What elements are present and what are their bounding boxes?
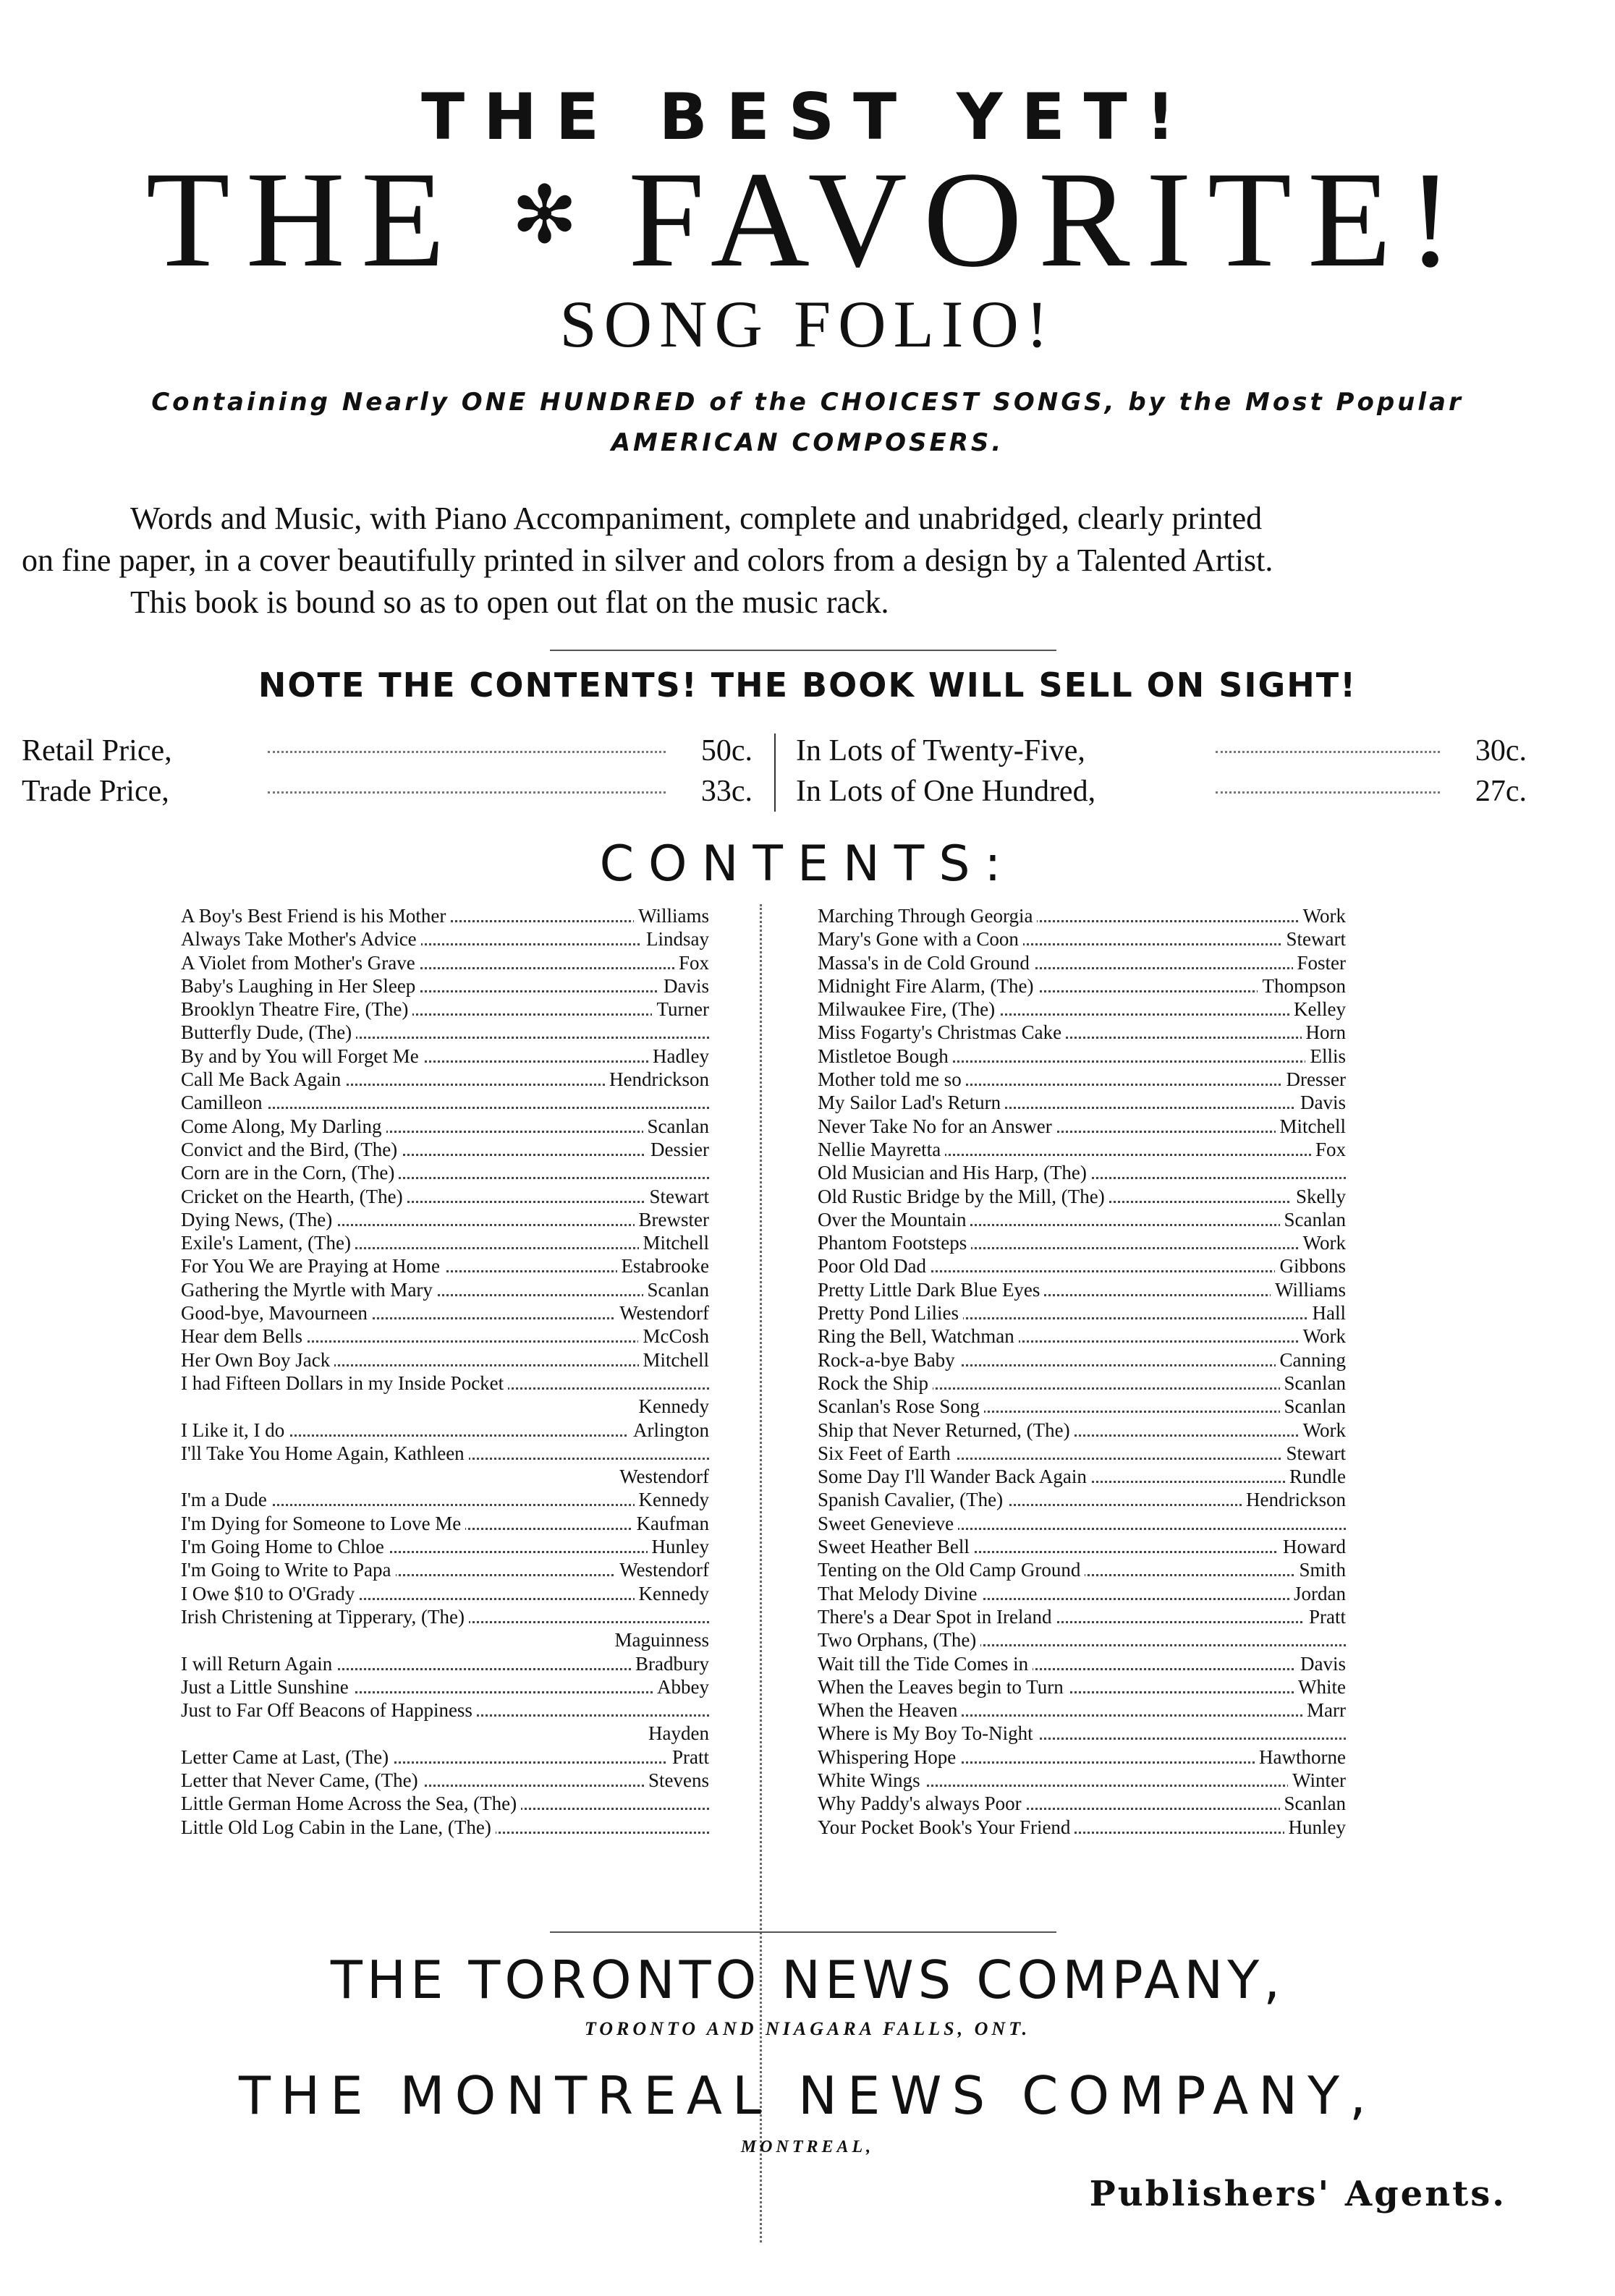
entry-title: Sweet Heather Bell [818, 1536, 974, 1557]
entry-title: Just a Little Sunshine [181, 1676, 353, 1698]
contents-entry [818, 1769, 1346, 1792]
lots-100-row [796, 771, 1527, 812]
retail-price-label: Retail Price, [22, 734, 172, 768]
contents-entry [181, 927, 709, 951]
entry-composer: Maguinness [614, 1629, 709, 1651]
entry-composer: White [1294, 1675, 1346, 1698]
divider [550, 1931, 1056, 1933]
entry-title: Brooklyn Theatre Fire, (The) [181, 998, 412, 1020]
entry-title: I'm Going to Write to Papa [181, 1559, 396, 1581]
entry-composer: Hayden [648, 1722, 709, 1745]
entry-title: Convict and the Bird, (The) [181, 1139, 402, 1160]
entry-title: Little Old Log Cabin in the Lane, (The) [181, 1816, 496, 1838]
contents-entry [818, 1138, 1346, 1161]
contents-list-left [181, 904, 709, 1839]
contents-entry [181, 1465, 709, 1488]
entry-title: Camilleon [181, 1092, 266, 1113]
contents-entry [181, 974, 709, 998]
entry-title: Milwaukee Fire, (The) [818, 998, 999, 1020]
trade-price-row [22, 771, 753, 812]
entry-title: Ship that Never Returned, (The) [818, 1419, 1074, 1441]
contents-entry [818, 1792, 1346, 1815]
contents-entry [818, 1698, 1346, 1722]
entry-composer: Hawthorne [1255, 1746, 1346, 1769]
entry-composer: Dessier [646, 1138, 709, 1161]
entry-title: Mary's Gone with a Coon [818, 928, 1023, 950]
contents-entry [818, 1605, 1346, 1628]
entry-title: My Sailor Lad's Return [818, 1092, 1005, 1113]
entry-composer: Work [1299, 1325, 1346, 1348]
entry-composer: Fox [674, 951, 709, 974]
entry-title: Two Orphans, (The) [818, 1629, 980, 1651]
contents-entry [818, 1325, 1346, 1348]
contents-entry [181, 1045, 709, 1068]
entry-title: Marching Through Georgia [818, 905, 1037, 927]
entry-composer: Dresser [1282, 1068, 1346, 1091]
contents-entry [181, 1208, 709, 1231]
entry-composer: Howard [1279, 1535, 1346, 1558]
contents-entry [181, 1138, 709, 1161]
entry-composer: Westendorf [615, 1301, 709, 1325]
contents-entry [181, 1185, 709, 1208]
entry-title: Over the Mountain [818, 1209, 970, 1230]
contents-entry [818, 1535, 1346, 1558]
contents-entry [181, 1301, 709, 1325]
contents-entry [181, 1488, 709, 1511]
entry-composer: Pratt [668, 1746, 709, 1769]
contents-entry [181, 1512, 709, 1535]
entry-title: Phantom Footsteps [818, 1232, 971, 1254]
contents-entry [818, 1488, 1346, 1511]
entry-title: Massa's in de Cold Ground [818, 952, 1034, 974]
trade-price-value: 33c. [700, 775, 753, 808]
entry-title: Ring the Bell, Watchman [818, 1325, 1019, 1347]
publisher-toronto-location: TORONTO AND NIAGARA FALLS, ONT. [584, 2018, 1031, 2039]
contents-entry [818, 951, 1346, 974]
entry-composer: Canning [1276, 1348, 1347, 1372]
leader-dots [268, 751, 666, 753]
entry-title: Your Pocket Book's Your Friend [818, 1816, 1074, 1838]
contents-entry [818, 1068, 1346, 1091]
entry-title: When the Heaven [818, 1699, 962, 1721]
contents-entry [818, 1816, 1346, 1839]
entry-composer: Hunley [648, 1535, 709, 1558]
entry-title: Wait till the Tide Comes in [818, 1653, 1033, 1675]
entry-title: Scanlan's Rose Song [818, 1395, 984, 1417]
entry-composer: Westendorf [615, 1558, 709, 1581]
entry-title: Little German Home Across the Sea, (The) [181, 1793, 521, 1814]
contents-entry [181, 1769, 709, 1792]
contents-entry [818, 1045, 1346, 1068]
entry-title: Mother told me so [818, 1068, 966, 1090]
entry-title: Come Along, My Darling [181, 1115, 386, 1137]
entry-composer: Mitchell [639, 1231, 709, 1254]
note-heading: NOTE THE CONTENTS! THE BOOK WILL SELL ON SIGHT! [258, 666, 1357, 705]
entry-composer: Work [1299, 904, 1346, 927]
entry-title: I'm a Dude [181, 1489, 271, 1510]
entry-composer: Rundle [1285, 1465, 1346, 1488]
contents-entry [818, 904, 1346, 927]
lots-100-value: 27c. [1475, 775, 1527, 808]
entry-title: Old Musician and His Harp, (The) [818, 1162, 1091, 1183]
entry-title: Always Take Mother's Advice [181, 928, 421, 950]
entry-title: Cricket on the Hearth, (The) [181, 1186, 407, 1207]
entry-composer: Kennedy [635, 1582, 709, 1605]
lots-25-value: 30c. [1475, 734, 1527, 768]
entry-composer: Mitchell [639, 1348, 709, 1372]
entry-title: Rock-a-bye Baby [818, 1349, 959, 1371]
containing-line-1: Containing Nearly ONE HUNDRED of the CHOICEST SONGS, by the Most Popular [151, 388, 1464, 417]
lots-25-label: In Lots of Twenty-Five, [796, 734, 1085, 768]
contents-entry [818, 1372, 1346, 1395]
entry-composer: Davis [1296, 1652, 1346, 1675]
entry-composer: Jordan [1289, 1582, 1346, 1605]
entry-composer: Scanlan [643, 1115, 709, 1138]
entry-composer: Williams [1271, 1278, 1346, 1301]
contents-entry [818, 1558, 1346, 1581]
contents-entry [818, 998, 1346, 1021]
contents-heading: CONTENTS: [599, 836, 1016, 893]
entry-composer: Kelley [1289, 998, 1346, 1021]
entry-composer: Bradbury [631, 1652, 709, 1675]
contents-entry [818, 1652, 1346, 1675]
entry-title: Rock the Ship [818, 1372, 933, 1394]
entry-composer: Estabrooke [617, 1254, 709, 1277]
contents-entry [818, 1395, 1346, 1418]
entry-composer: Scanlan [1280, 1395, 1346, 1418]
divider [550, 650, 1056, 651]
contents-entry [181, 1419, 709, 1442]
entry-title: White Wings [818, 1769, 925, 1791]
entry-title: That Melody Divine [818, 1583, 981, 1604]
contents-entry [818, 1628, 1346, 1651]
contents-entry [818, 1278, 1346, 1301]
lots-100-label: In Lots of One Hundred, [796, 775, 1096, 808]
contents-entry [181, 1582, 709, 1605]
price-column-left [22, 731, 753, 812]
entry-title: A Boy's Best Friend is his Mother [181, 905, 450, 927]
entry-composer: Horn [1302, 1021, 1347, 1044]
containing-statement [0, 382, 1615, 463]
contents-entry [181, 1675, 709, 1698]
entry-title: I will Return Again [181, 1653, 336, 1675]
contents-entry [181, 1254, 709, 1277]
retail-price-value: 50c. [700, 734, 753, 768]
entry-composer: Scanlan [1280, 1372, 1346, 1395]
trade-price-label: Trade Price, [22, 775, 169, 808]
contents-entry [181, 1395, 709, 1418]
entry-title: Old Rustic Bridge by the Mill, (The) [818, 1186, 1109, 1207]
entry-title: I'm Going Home to Chloe [181, 1536, 389, 1557]
contents-entry [818, 1442, 1346, 1465]
contents-entry [181, 1161, 709, 1184]
publisher-montreal: THE MONTREAL NEWS COMPANY, [239, 2065, 1376, 2126]
contents-entry [181, 1325, 709, 1348]
entry-composer: Turner [652, 998, 709, 1021]
contents-entry [818, 1675, 1346, 1698]
entry-composer: Gibbons [1275, 1254, 1346, 1277]
contents-entry [818, 1512, 1346, 1535]
entry-composer: Skelly [1292, 1185, 1346, 1208]
entry-composer: Arlington [629, 1419, 709, 1442]
entry-composer: Kaufman [632, 1512, 709, 1535]
contents-entry [181, 951, 709, 974]
entry-title: Sweet Genevieve [818, 1513, 958, 1534]
entry-composer: Davis [659, 974, 709, 998]
entry-composer: Winter [1288, 1769, 1346, 1792]
entry-composer: Pratt [1305, 1605, 1346, 1628]
contents-entry [181, 1746, 709, 1769]
contents-entry [181, 1115, 709, 1138]
contents-entry [818, 1021, 1346, 1044]
contents-entry [818, 1746, 1346, 1769]
entry-title: Some Day I'll Wander Back Again [818, 1466, 1091, 1487]
entry-composer: McCosh [638, 1325, 709, 1348]
publisher-toronto: THE TORONTO NEWS COMPANY, [330, 1950, 1285, 2010]
contents-entry [181, 1535, 709, 1558]
contents-entry [818, 1348, 1346, 1372]
entry-title: Mistletoe Bough [818, 1045, 953, 1067]
page-title [0, 141, 1615, 299]
entry-composer: Scanlan [1280, 1792, 1346, 1815]
entry-title: Where is My Boy To-Night [818, 1722, 1038, 1744]
entry-title: Why Paddy's always Poor [818, 1793, 1026, 1814]
entry-title: Her Own Boy Jack [181, 1349, 334, 1371]
contents-entry [818, 1301, 1346, 1325]
contents-entry [818, 1091, 1346, 1114]
publishers-agents: Publishers' Agents. [1089, 2174, 1506, 2214]
entry-title: Dying News, (The) [181, 1209, 336, 1230]
leader-dots [1216, 751, 1440, 753]
entry-composer: Davis [1296, 1091, 1346, 1114]
contents-entry [181, 1231, 709, 1254]
entry-title: I Like it, I do [181, 1419, 289, 1441]
entry-title: Letter Came at Last, (The) [181, 1746, 393, 1768]
entry-composer: Scanlan [643, 1278, 709, 1301]
contents-entry [818, 1185, 1346, 1208]
contents-entry [181, 1558, 709, 1581]
retail-price-row [22, 731, 753, 771]
column-separator [760, 904, 762, 2242]
entry-title: Pretty Pond Lilies [818, 1302, 963, 1324]
contents-entry [818, 1161, 1346, 1184]
entry-composer: Brewster [635, 1208, 709, 1231]
lots-25-row [796, 731, 1527, 771]
price-column-right [796, 731, 1527, 812]
entry-title: Call Me Back Again [181, 1068, 345, 1090]
entry-title: Corn are in the Corn, (The) [181, 1162, 399, 1183]
contents-entry [181, 1068, 709, 1091]
entry-title: Poor Old Dad [818, 1255, 931, 1277]
contents-entry [181, 1605, 709, 1628]
entry-composer: Hendrickson [605, 1068, 709, 1091]
entry-composer: Thompson [1258, 974, 1346, 998]
entry-title: Never Take No for an Answer [818, 1115, 1056, 1137]
entry-composer: Lindsay [642, 927, 709, 951]
entry-title: Butterfly Dude, (The) [181, 1021, 356, 1043]
description-line-2: on fine paper, in a cover beautifully printed in silver and colors from a design by a Talented Artist. [22, 543, 1273, 578]
entry-title: I'm Dying for Someone to Love Me [181, 1513, 465, 1534]
entry-title: Six Feet of Earth [818, 1442, 955, 1464]
contents-entry [181, 998, 709, 1021]
entry-title: Letter that Never Came, (The) [181, 1769, 423, 1791]
contents-entry [818, 1419, 1346, 1442]
entry-composer: Stevens [644, 1769, 709, 1792]
entry-title: When the Leaves begin to Turn [818, 1676, 1068, 1698]
contents-entry [181, 1372, 709, 1395]
containing-line-2: AMERICAN COMPOSERS. [611, 428, 1004, 457]
entry-composer: Stewart [1282, 1442, 1346, 1465]
leader-dots [268, 791, 666, 794]
contents-entry [181, 1698, 709, 1722]
entry-title: Tenting on the Old Camp Ground [818, 1559, 1085, 1581]
contents-entry [818, 1208, 1346, 1231]
contents-entry [181, 1652, 709, 1675]
entry-composer: Scanlan [1280, 1208, 1346, 1231]
entry-title: I Owe $10 to O'Grady [181, 1583, 359, 1604]
tagline: THE BEST YET! [421, 80, 1194, 154]
entry-composer: Hunley [1284, 1816, 1346, 1839]
entry-title: I had Fifteen Dollars in my Inside Pocket [181, 1372, 508, 1394]
entry-title: Just to Far Off Beacons of Happiness [181, 1699, 477, 1721]
contents-entry [181, 1816, 709, 1839]
contents-entry [181, 904, 709, 927]
contents-entry [818, 1231, 1346, 1254]
entry-title: Nellie Mayretta [818, 1139, 945, 1160]
entry-composer: Stewart [645, 1185, 709, 1208]
entry-composer: Fox [1311, 1138, 1346, 1161]
entry-title: Pretty Little Dark Blue Eyes [818, 1279, 1044, 1301]
entry-composer: Westendorf [619, 1466, 709, 1488]
contents-entry [818, 974, 1346, 998]
entry-title: Whispering Hope [818, 1746, 960, 1768]
entry-composer: Foster [1293, 951, 1347, 974]
description [22, 498, 1512, 624]
contents-entry [181, 1628, 709, 1651]
entry-composer: Work [1299, 1231, 1346, 1254]
entry-composer: Kennedy [635, 1488, 709, 1511]
entry-composer: Kennedy [638, 1395, 709, 1418]
contents-entry [181, 1348, 709, 1372]
entry-composer: Stewart [1282, 927, 1346, 951]
entry-composer: Hall [1308, 1301, 1347, 1325]
entry-composer: Williams [634, 904, 709, 927]
entry-title: Gathering the Myrtle with Mary [181, 1279, 437, 1301]
entry-composer: Abbey [653, 1675, 709, 1698]
description-line-3: This book is bound so as to open out flat on the music rack. [130, 584, 889, 620]
entry-composer: Hendrickson [1242, 1488, 1346, 1511]
entry-title: Miss Fogarty's Christmas Cake [818, 1021, 1066, 1043]
contents-entry [181, 1021, 709, 1044]
contents-entry [818, 927, 1346, 951]
entry-title: I'll Take You Home Again, Kathleen [181, 1442, 469, 1464]
contents-entry [181, 1278, 709, 1301]
entry-title: For You We are Praying at Home [181, 1255, 444, 1277]
entry-composer: Mitchell [1276, 1115, 1346, 1138]
contents-entry [818, 1254, 1346, 1277]
star-ornament-icon: ✻ [511, 171, 578, 260]
contents-entry [181, 1091, 709, 1114]
entry-composer: Marr [1302, 1698, 1346, 1722]
title-left: THE [145, 144, 462, 296]
entry-title: Irish Christening at Tipperary, (The) [181, 1606, 469, 1628]
entry-title: A Violet from Mother's Grave [181, 952, 420, 974]
contents-entry [181, 1792, 709, 1815]
contents-list-right [818, 904, 1346, 1839]
entry-title: Spanish Cavalier, (The) [818, 1489, 1007, 1510]
contents-entry [181, 1442, 709, 1465]
entry-title: By and by You will Forget Me [181, 1045, 423, 1067]
entry-title: Baby's Laughing in Her Sleep [181, 975, 420, 997]
entry-composer: Work [1299, 1419, 1346, 1442]
description-line-1: Words and Music, with Piano Accompaniment, complete and unabridged, clearly printed [130, 501, 1263, 536]
entry-title: Hear dem Bells [181, 1325, 307, 1347]
publisher-montreal-location: MONTREAL, [740, 2138, 875, 2156]
contents-entry [818, 1465, 1346, 1488]
entry-title: Good-bye, Mavourneen [181, 1302, 372, 1324]
contents-entry [818, 1115, 1346, 1138]
contents-entry [818, 1722, 1346, 1745]
entry-title: Exile's Lament, (The) [181, 1232, 355, 1254]
leader-dots [1216, 791, 1440, 794]
contents-entry [818, 1582, 1346, 1605]
entry-composer: Hadley [648, 1045, 709, 1068]
price-divider [774, 734, 776, 812]
entry-composer: Ellis [1305, 1045, 1346, 1068]
entry-title: There's a Dear Spot in Ireland [818, 1606, 1056, 1628]
contents-entry [181, 1722, 709, 1745]
title-right: FAVORITE! [628, 144, 1470, 296]
subtitle: SONG FOLIO! [559, 287, 1056, 361]
entry-title: Midnight Fire Alarm, (The) [818, 975, 1038, 997]
entry-composer: Smith [1294, 1558, 1346, 1581]
